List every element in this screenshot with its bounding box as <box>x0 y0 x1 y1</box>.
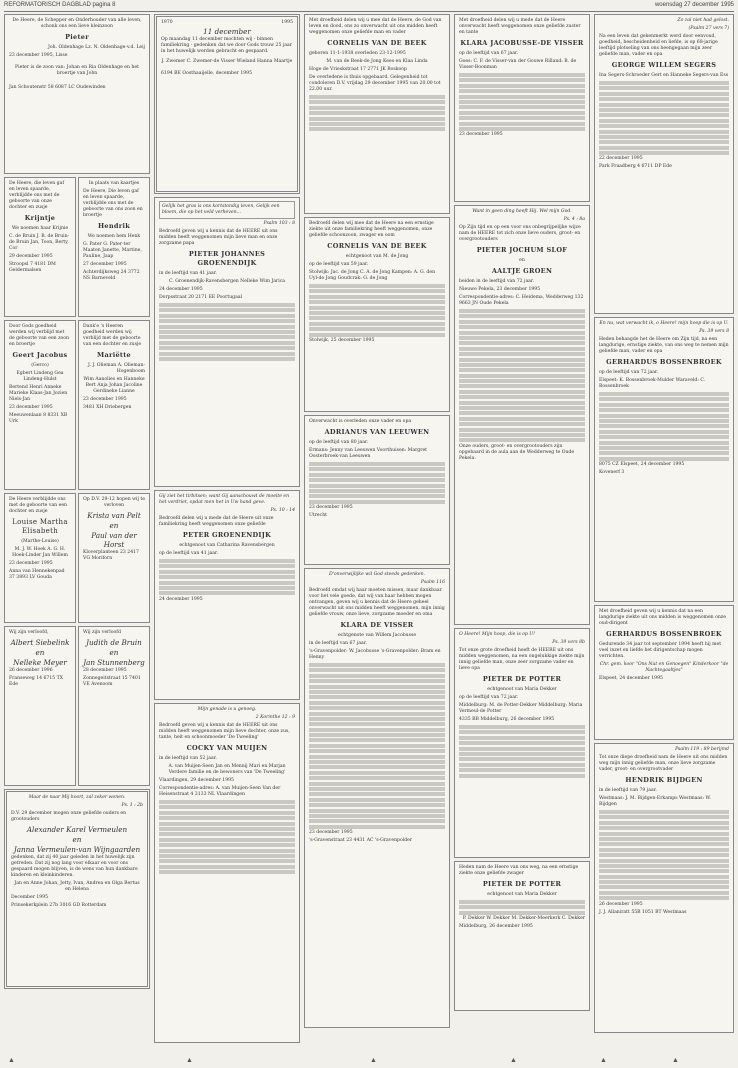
notice-body-lines <box>309 462 445 504</box>
notice-age: in de leeftijd van 52 jaar. <box>159 756 217 761</box>
notice-address: Anna van Hennekenpad 37 3893 LV Gouda <box>9 569 65 580</box>
column-1 <box>4 14 150 992</box>
notice-text: De Heere, de Schepper en Onderhouder van alle leven, schonk ons een lieve kleinzoon <box>12 18 142 29</box>
notice-date: 28 december 1995 <box>83 668 127 673</box>
notice-name-2: Nelleke Meyer <box>13 658 67 667</box>
notice-heading: In plaats van kaartjes <box>88 181 140 186</box>
notice-date: 26 december 1996 <box>9 668 53 673</box>
notice-signatories: Middelburg: M. de Potter-Dekker Middelburg: Maria Vermeul-de Potter <box>459 703 583 714</box>
obituary-gerhardus-bossenbroek-choir <box>594 605 734 740</box>
crop-mark-icon: ▲ <box>510 1057 517 1064</box>
notice-quote: Psalm 119 : 89 berijmd <box>675 747 729 752</box>
notice-address: J. J. Allaniratt 55B 1051 BT Westmaas <box>599 909 687 915</box>
obituary-cornelis-van-de-beek-family <box>304 217 450 412</box>
notice-age: op de leeftijd van 67 jaar. <box>459 51 519 56</box>
obituary-pieter-groenendijk <box>154 197 300 487</box>
notice-name-1: Judith de Bruin <box>86 638 142 647</box>
notice-date: December 1995 <box>11 895 49 900</box>
notice-signatories: M. van de Beek-de Jong Kees en Klaa Linda <box>326 59 428 64</box>
notice-age: in de leeftijd van 41 jaar. <box>159 271 217 276</box>
notice-address: 's-Gravenstraat 23 4431 AC 's-Gravenpolder <box>309 838 413 844</box>
notice-name: Geert Jacobus <box>12 351 68 359</box>
column-3 <box>304 14 450 1031</box>
obituary-klara-jacobusse <box>454 14 590 202</box>
notice-body: Gedurende 34 jaar tot september 1994 heeft hij met veel inzet en liefde het dirigentschap mogen verrichten. <box>599 642 722 659</box>
notice-address: Utrecht <box>309 513 328 519</box>
notice-signatories: Westmaas: J. M. Bijdgen-Erkamps Westmaas: W. Bijdgen <box>599 796 711 807</box>
notice-parents: Egbert Lindeng Gea Lindeng-Hulst <box>16 371 64 382</box>
engagement-judith-jan <box>78 626 150 786</box>
column-2 <box>154 14 300 1046</box>
notice-text: Wij zijn verloofd <box>83 630 121 635</box>
notice-signatories: P. Dekker W. Dekker M. Dekker-Meerkerk C. Dekker <box>462 916 585 922</box>
notice-address: Stroopsl 7 4181 DM Geldermalsen <box>9 262 56 273</box>
notice-sub: echtgenoot van Maria Dekker <box>487 687 557 692</box>
notice-sub: echtgenoot van M. de Jong <box>345 254 409 259</box>
notice-signatories: C. Groenendijk-Ravensbergen Nelleke Wim Jarica <box>168 279 286 284</box>
notice-address: Achterdijksweg 24 3772 NS Barneveld <box>83 270 140 281</box>
notice-reference: Ps. 4 : 8a <box>563 217 585 222</box>
notice-name: Hendrik <box>97 222 131 230</box>
notice-signatories: Stolwijk: Jac. de Jong C. A. de Jong Kampen: A. G. den Uyl-de Jong Goudcrak: G. de Jong <box>309 270 436 281</box>
notice-date: 23 december 1995 <box>309 830 353 836</box>
notice-date: 23 december 1995, Lisse <box>9 53 68 58</box>
notice-text: Bedroefd delen wij u mede dat de Heere uit onze familiekring heeft weggenomen onze geliefde <box>159 516 274 527</box>
notice-address: Correspondentie-adres: C. Heidema, Wedderweg 132 9663 JN Oude Pekela <box>459 295 584 306</box>
notice-sub: echtgenoot van Catharina Ravensbergen <box>179 543 275 548</box>
notice-body-lines <box>459 725 585 778</box>
notice-children: Wim Aanolies en Hanneke Bert Anja Johan Jacoline Gerdineke Lianne <box>83 377 145 394</box>
obituary-peter-groenendijk <box>154 490 300 700</box>
notice-body-lines <box>309 95 445 131</box>
notice-text: Heden nam de Heere van ons weg, na een ernstige ziekte onze geliefde zwager <box>459 865 579 876</box>
notice-date: 24 december 1995 <box>159 287 203 292</box>
anniversary-date: 11 december <box>203 27 251 36</box>
notice-and: en <box>519 258 525 263</box>
notice-address: Kloverplanteen 23 2417 VG Moriforn <box>83 550 139 561</box>
notice-signatories: Ermans: Jenny van Leeuwen Voorthuisen: Margret Oosterbroek-van Leeuwen <box>309 448 428 459</box>
notice-text: Op Zijn tijd en op een voor ons onbegrijpelijke wijze nam de HEERE tot zich onze lieve ouders, groot- en overgrootouders <box>459 225 581 242</box>
notice-signatories: Jan en Anne Johan, Jetty, Ivan, Andrea en Olga Bertus en Helena <box>14 881 140 892</box>
notice-signatories: Ina Segers-Schroeder Gert en Hanneke Segers-van Ess <box>599 73 729 78</box>
notice-signatories: J. Zwemer C. Zwemer-de Visser Wieland Hanna Maartje <box>161 59 293 64</box>
notice-date: Vlaardingen, 29 december 1995 <box>159 778 234 783</box>
notice-name-2: Paul van der Horst <box>91 531 137 549</box>
notice-address: Meeuwenlaan 8 8331 XB Urk <box>9 413 68 424</box>
notice-reference: (Psalm 27 vers 7) <box>688 26 729 31</box>
notice-name-2: Jan Stunnenberg <box>83 658 145 667</box>
notice-name-1: Krista van Pelt <box>87 511 141 520</box>
notice-quote: Gelijk het gras is ons kortstondig leven, Gelijk een bloem, die op het veld verheven... <box>159 201 295 219</box>
notice-address: Zonnegeitstraat 15 7401 VE Avenoom <box>83 676 141 687</box>
notice-address: Hoge de Vrieskstraat 17 2771 JK Boskoop <box>309 67 407 72</box>
notice-body-lines <box>599 392 729 461</box>
notice-text: De Heere, Die leven gaf en leven spaarde, verblijdde ons met de geboorte van ons zoon en broertje <box>83 189 143 218</box>
notice-sub: We noemen haar Krijnie <box>11 226 69 231</box>
notice-text: Met droefheid delen wij u mee dat de Heere, de God van leven en dood, ons zo onverwacht uit ons midden heeft weggenomen onze geliefde man en vader <box>309 18 442 35</box>
obituary-gerhardus-bossenbroek <box>594 317 734 602</box>
notice-quote: Zo zal niet had gelost. <box>677 18 729 23</box>
notice-name: Krijntje <box>24 214 56 222</box>
notice-quote: D'onverwijlijke wil God steeds gedenken. <box>328 572 426 577</box>
notice-life-dates: geboren 11-1-1938 overleden 23-12-1995 <box>309 51 406 56</box>
notice-age: in de leeftijd van 79 jaar. <box>599 788 657 793</box>
notice-name: Louise Martha Elisabeth <box>12 518 68 535</box>
notice-name: PIETER DE POTTER <box>482 880 562 888</box>
obituary-george-segers <box>594 14 734 314</box>
notice-sub: (Marthe-Louise) <box>21 539 59 544</box>
notice-date: 8075 CZ Elspeet, 24 december 1995 <box>599 462 685 468</box>
notice-sub: echtgenote van Willem Jacobusse <box>337 633 417 638</box>
notice-signatories: Chr. gem. koor "Ons Nut en Genoegen" Kinderkoor "de Nachtegaaltjes" <box>599 662 729 673</box>
column-5 <box>594 14 734 1036</box>
notice-and: en <box>109 648 119 657</box>
notice-date: 23 december 1995 <box>9 405 53 410</box>
notice-age: in de leeftijd van 67 jaar. <box>309 641 367 646</box>
notice-age: beiden in de leeftijd van 72 jaar. <box>459 279 535 284</box>
notice-and: en <box>35 648 45 657</box>
notice-name-1: Alexander Karel Vermeulen <box>26 825 128 834</box>
notice-body: gedenken, dat zij 40 jaar geleden in het huwelijk zijn getreden. Dat zij nog lang voor elkaar en voor ons gespaard mogen blijven, is de wens van hun dankbare kinderen en kleinkinderen. <box>11 855 138 878</box>
notice-date: Nieuwe Pekela, 23 december 1995 <box>459 287 541 292</box>
notice-reference: Psalm 103 : 8 <box>263 221 295 226</box>
notice-text: Bedroefd geven wij u kennis dat de HEERE uit ons midden heeft weggenomen mijn lieve man en onze zorgzame papa <box>159 229 278 246</box>
notice-name: GERHARDUS BOSSENBROEK <box>606 358 722 366</box>
notice-name: KLARA JACOBUSSE-DE VISSER <box>460 39 584 47</box>
notice-name: CORNELIS VAN DE BEEK <box>327 242 427 250</box>
notice-children: Bertend Henri Anneke Marieke Klaas-Jan Jozien Niels-Jan <box>9 385 68 402</box>
notice-body-lines <box>459 73 585 131</box>
notice-parents: M. J. W. Hoek A. G. H. Hoek-Linder Jan Willem <box>12 547 68 558</box>
column-4 <box>454 14 590 1014</box>
notice-body-lines <box>599 81 729 155</box>
notice-text: Tot onze grote droefheid heeft de HEERE uit ons midden weggenomen, na een ongelukkige ziekte mijn innig geliefde man, onze zeer zorgzame vader en lieve opa <box>459 648 585 671</box>
notice-date: 23 december 1995 <box>83 397 127 402</box>
notice-date: 27 december 1995 <box>83 262 127 267</box>
notice-text: Na een leven dat gekenmerkt werd door eenvoud, goedheid, bescheidenheid en liefde, is op 68-jarige leeftijd plotseling van ons heengegaan mijn zeer geliefde man, vader en opa <box>599 34 718 57</box>
notice-body: De overledene is thuis opgebaard. Gelegenheid tot condoleren D.V. vrijdag 29 december 1995 van 20.00 tot 22.00 uur. <box>309 75 441 92</box>
notice-name: KLARA DE VISSER <box>340 621 414 629</box>
notice-date: Middelburg, 26 december 1995 <box>459 924 533 930</box>
obituary-cornelis-van-de-beek <box>304 14 450 214</box>
notice-address: 3481 XH Driebergen <box>83 405 132 410</box>
notice-name: CORNELIS VAN DE BEEK <box>327 39 427 47</box>
anniversary-year-start: 1970 <box>161 20 173 25</box>
notice-text: Dank'e 's Heeren goedheid werden wij verblijd met de geboorte van een dochter en zusje <box>83 324 142 347</box>
crop-mark-icon: ▲ <box>370 1057 377 1064</box>
birth-notice-hendrik <box>78 177 150 317</box>
notice-body-lines <box>159 800 295 874</box>
obituary-klara-de-visser <box>304 568 450 1028</box>
birth-notice-krijntje <box>4 177 76 317</box>
notice-note: Pieter is de zoon van: Johan en Ria Oldenhage en het broertje van John <box>15 65 139 76</box>
notice-quote: Maar de naar Mij hoort, zal zeker wonen. <box>28 795 126 800</box>
birth-notice-mariette <box>78 320 150 490</box>
page-footer-marks <box>0 1052 738 1068</box>
notice-text: Onverwacht is overleden onze vader en opa <box>309 419 412 424</box>
notice-text: Met droefheid geven wij u kennis dat na een langdurige ziekte uit ons midden is weggenomen onze oud-dirigent <box>599 609 726 626</box>
notice-quote: O Heere! Mijn hoop, die is op U! <box>459 632 536 637</box>
notice-text: De Heere, die leven gaf en leven spaarde, verblijdde ons met de geboorte van onze dochter en zusje <box>9 181 65 210</box>
notice-age: op de leeftijd van 41 jaar. <box>159 551 219 556</box>
notice-quote: Mijn genade is u genoeg. <box>197 707 257 712</box>
notice-text: D.V. 29 december mogen onze geliefde ouders en grootouders <box>11 811 127 822</box>
anniversary-zwemer <box>154 14 300 194</box>
crop-mark-icon: ▲ <box>186 1057 193 1064</box>
notice-address: Park Fraadberg 4 6711 DP Ede <box>599 164 672 170</box>
crop-mark-icon: ▲ <box>8 1057 15 1064</box>
notice-name: PIETER JOHANNES GROENENDIJK <box>188 250 266 267</box>
notice-age: op de leeftijd van 59 jaar. <box>309 262 369 267</box>
obituary-slof-groen <box>454 205 590 625</box>
notice-text: De Heere verblijdde ons met de geboorte van een dochter en zusje <box>9 497 68 514</box>
engagement-krista-paul <box>78 493 150 623</box>
notice-reference: Ps. 39 vers 8b <box>552 640 585 645</box>
notice-text: Door Gods goedheid werden wij verblijd met de geboorte van een zoon en broertje <box>9 324 69 347</box>
notice-body-lines <box>599 810 729 900</box>
notice-signatories: Goes: C. F. de Visser-van der Gouwe Rilland: B. de Visser-Boonman <box>459 59 577 70</box>
notice-body-lines <box>309 663 445 829</box>
notice-body-lines <box>459 309 585 442</box>
notice-body-lines <box>459 900 585 915</box>
obituary-hendrik-bijdgen <box>594 743 734 1033</box>
notice-age: op de leeftijd van 80 jaar. <box>309 440 369 445</box>
notice-address: 4335 BB Middelburg, 26 december 1995 <box>459 717 555 722</box>
notice-name-1: Albert Siebelink <box>10 638 70 647</box>
notice-date: 26 december 1995 <box>599 901 643 907</box>
notice-text: Bedroefd delen wij mee dat de Heere na een ernstige ziekte uit onze familiekring heeft weggenomen, onze geliefde schoonzoon, zwager en oom <box>309 221 434 238</box>
notice-address: Prinsekerkplein 27b 3016 GD Rotterdam <box>11 903 107 908</box>
notice-date: 29 december 1995 <box>9 254 53 259</box>
notice-age: op de leeftijd van 72 jaar. <box>599 370 659 375</box>
notice-address: 6194 BE Oosthaaijelle, december 1995 <box>161 71 253 76</box>
page-header-left: REFORMATORISCH DAGBLAD pagina 8 <box>4 2 116 8</box>
notice-text: Op maandag 11 december mochten wij - binnen familiekring - gedenken dat we door Gods trouw 25 jaar in het huwelijk werden gebracht en gespaard. <box>161 37 292 54</box>
notice-name: HENDRIK BIJDGEN <box>625 776 703 784</box>
anniversary-vermeulen <box>4 789 150 989</box>
notice-parents: Joh. Oldenhage Lz. N. Oldenhage-v.d. Leij <box>48 45 145 50</box>
notice-date: 23 december 1995 <box>459 132 503 138</box>
notice-text: Bedroefd geven wij u kennis dat de HEERE uit ons midden heeft weggenomen mijn lieve dochter, onze zus, tante, heit en schoonmoeder 'De Tweeling' <box>159 723 290 740</box>
notice-signatories: Elspeet: K. Bossenbroek-Mulder Waraveld: C. Bossenbroek <box>599 378 706 389</box>
notice-reference: Ps. 10 : 14 <box>270 508 295 513</box>
notice-text: Met droefheid delen wij u mede dat de Heere onverwacht heeft weggenomen onze geliefde zuster en tante <box>459 18 581 35</box>
notice-reference: Ps. 39 vers 8 <box>699 329 729 334</box>
notice-reference: 2 Korinthe 12 : 9 <box>255 715 295 720</box>
notice-text: Op D.V. 29-12 hopen wij te verloven <box>83 497 145 508</box>
notice-reference: Ps. 1 : 2b <box>121 803 143 808</box>
notice-date: Stolwijk, 25 december 1995 <box>309 337 375 343</box>
notice-name: GEORGE WILLEM SEGERS <box>611 61 717 69</box>
page-header <box>4 2 734 12</box>
obituary-pieter-de-potter <box>454 628 590 858</box>
notice-text: Wij zijn verloofd, <box>9 630 49 635</box>
crop-mark-icon: ▲ <box>600 1057 607 1064</box>
page-header-right: woensdag 27 december 1995 <box>654 2 734 8</box>
notice-age: op de leeftijd van 72 jaar. <box>459 695 519 700</box>
notice-name: PETER GROENENDIJK <box>182 531 272 539</box>
notice-address: Dorpsstraat 20 2171 EE Poortugaal <box>159 295 243 300</box>
notice-quote: En nu, wat verwacht ik, o Heere! mijn hoop die is op U. <box>599 321 729 326</box>
notice-date: 24 december 1995 <box>159 596 203 602</box>
notice-body-lines <box>159 559 295 595</box>
notice-text: Bedroefd omdat wij haar moeten missen, maar dankbaar voor het vele goede, dat wij van haar hebben mogen ontvangen, geven wij u kennis dat de Heere geheel onverwacht uit ons midden heeft weggenomen, mijn innig geliefde vrouw, onze lieve, zorgzame moeder en oma <box>309 588 445 617</box>
notice-name: GERHARDUS BOSSENBROEK <box>606 630 722 638</box>
birth-notice-pieter <box>4 14 150 174</box>
notice-sub: We noemen hem Henk <box>87 234 141 239</box>
notice-date: Elspeet, 24 december 1995 <box>599 676 663 681</box>
notice-signatories: 's-Gravenpolder: W. Jacobusse 's-Gravenpolder: Bram en Henny <box>309 649 441 660</box>
notice-name: COCKY VAN MUIJEN <box>186 744 268 752</box>
notice-and: en <box>72 835 82 844</box>
notice-parents: G. Pater G. Pater-ter Maaten Janette, Martine, Pauline, Jaap <box>83 242 142 259</box>
engagement-albert-nelleke <box>4 626 76 786</box>
notice-name: Pieter <box>65 33 89 41</box>
notice-reference: Psalm 116 <box>420 580 445 585</box>
notice-quote: Gij ziet het tirbitsen; want Gij aanschouwt de moeite en het verdriet, opdat men het in Uw hand geve. <box>159 494 290 505</box>
notice-body-lines <box>309 284 445 337</box>
notice-quote: Want in geen ding heeft Hij. Wel mijn God. <box>472 209 572 214</box>
notice-name: PIETER DE POTTER <box>482 675 562 683</box>
notice-name: ADRIANUS VAN LEEUWEN <box>324 428 430 436</box>
notice-sub: (Gerco) <box>31 363 49 368</box>
notice-text: Tot onze diepe droefheid nam de Heere uit ons midden weg mijn innig geliefde man, onze lieve zorgzame vader, groot- en overgrootvader <box>599 755 728 772</box>
notice-parents: J. J. Olieman A. Olieman-Hogenboom <box>87 363 145 374</box>
anniversary-year-end: 1995 <box>281 20 293 25</box>
notice-and: en <box>109 521 119 530</box>
notice-name: Mariëtte <box>97 351 131 359</box>
obituary-adrianus-van-leeuwen <box>304 415 450 565</box>
notice-date: 22 december 1995 <box>599 156 643 162</box>
notice-body-lines <box>159 303 295 361</box>
notice-name-2: AALTJE GROEN <box>491 267 553 275</box>
notice-text: Heden behaagde het de Heere om Zijn tijd, na een langdurige, ernstige ziekte, van ons weg te nemen mijn geliefde man, vader en opa <box>599 337 729 354</box>
obituary-pieter-de-potter-family <box>454 861 590 1011</box>
notice-body: Onze ouders, groot- en overgrootouders zijn opgebaard in de aula aan de Wedderweg te Oude Pekela. <box>459 443 575 461</box>
notice-address: Kovenerf 3 <box>599 470 625 476</box>
notice-address: Franseweg 14 6715 TX Ede <box>9 676 63 687</box>
crop-mark-icon: ▲ <box>672 1057 679 1064</box>
notice-signatories: A. van Muijen-Seen Jan en Mennij Mari en Marjan Verdere familie en de bewoners van 'De Tweeling' <box>168 764 286 775</box>
obituary-cocky-van-muijen <box>154 703 300 1043</box>
notice-address: Jan Schoutenstr 58 6087 LC Oudewinden <box>9 85 106 90</box>
notice-name-1: PIETER JOCHUM SLOF <box>476 246 568 254</box>
notice-address: Correspondentie-adres: A. van Muijen-Seen Van der Heisenstraat 4 3133 NL Vlaardingen <box>159 786 281 797</box>
birth-notice-geert <box>4 320 76 490</box>
birth-notice-louise <box>4 493 76 623</box>
notice-sub: echtgenoot van Maria Dekker <box>487 892 557 897</box>
notice-parents: C. de Bruin J. B. de Bruin-de Bruin Jan, Toon, Berty, Cor <box>9 234 70 251</box>
notice-date: 23 december 1995 <box>309 505 353 511</box>
notice-date: 23 december 1995 <box>9 561 53 566</box>
notice-name-2: Janna Vermeulen-van Wijngaarden <box>13 845 141 854</box>
